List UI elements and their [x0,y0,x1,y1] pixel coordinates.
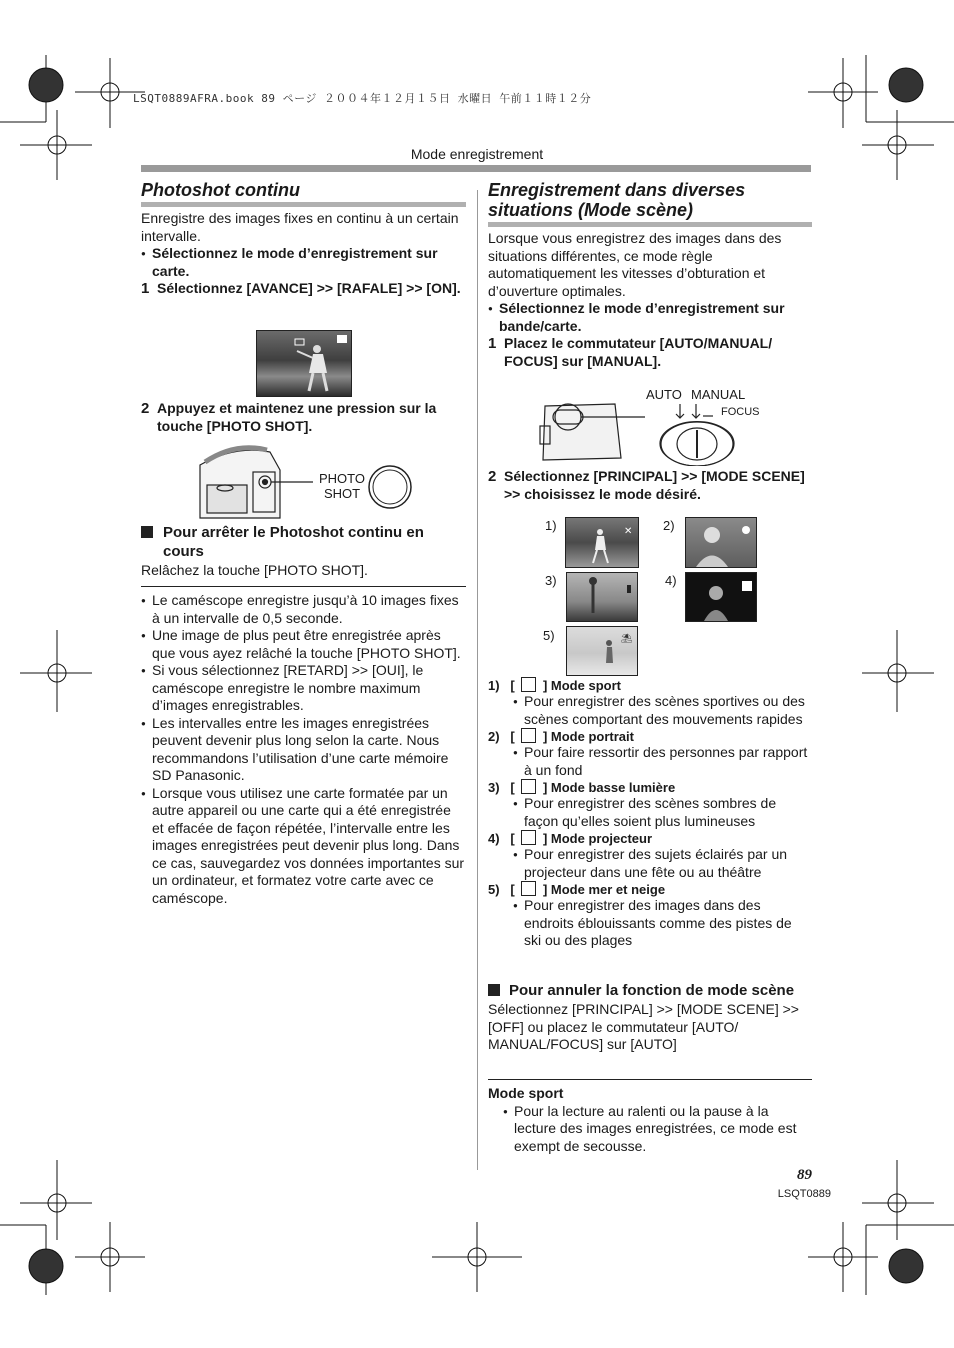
scene-thumb-portrait [685,517,757,568]
sport-rule [488,1079,812,1080]
right-title-rule [488,222,812,227]
portrait-mode-icon [521,728,536,743]
spotlight-mode-icon [521,830,536,845]
scene-thumb-low-light [566,572,638,622]
stop-heading [141,523,466,561]
mode-name: Mode projecteur [550,831,653,846]
right-step-2 [488,468,812,503]
mode-heading: 3) [ ] Mode basse lumière [488,780,676,795]
photo-label-line-1: PHOTO [319,471,365,486]
left-step-2 [141,400,466,435]
sport-note-section [488,1085,812,1155]
step-number: 1 [141,280,150,297]
square-bullet-icon [141,526,153,538]
switch-manual-label: MANUAL [691,387,746,402]
mode-heading: 4) [ ] Mode projecteur [488,831,653,846]
step-text: Appuyez et maintenez une pression sur la touche [PHOTO SHOT]. [157,400,437,434]
left-intro-block [141,210,466,298]
header-rule [141,165,811,172]
step-text: Sélectionnez [AVANCE] >> [RAFALE] >> [ON]. [157,280,461,296]
right-title-line-1: Enregistrement dans diverses [488,180,746,200]
note-item: ● Une image de plus peut être enregistrée après que vous ayez relâché la touche [PHOTO SHOT]. [141,627,466,662]
right-title [488,180,813,220]
right-select-bullet: ● Sélectionnez le mode d’enregistrement sur bande/carte. [488,300,812,335]
note-item: ● Si vous sélectionnez [RETARD] >> [OUI], le caméscope enregistre le nombre maximum d’images enregistrables. [141,662,466,715]
scene-label-1: 1) [545,518,557,533]
camcorder-photo-shot-illustration [195,440,415,522]
mode-item-portrait [488,728,812,779]
mode-item-surf-snow [488,881,812,950]
mode-name: Mode basse lumière [550,780,676,795]
right-intro-block [488,230,812,370]
square-bullet-icon [488,984,500,996]
switch-focus-label: FOCUS [721,406,760,418]
step-number: 2 [488,468,497,485]
surf-snow-scene-icon [567,627,637,675]
mode-number: 4) [488,831,500,846]
mode-number: 5) [488,882,500,897]
mode-name: Mode sport [550,678,621,693]
left-notes [141,592,466,907]
left-select-bullet: ● Sélectionnez le mode d’enregistrement sur carte. [141,245,466,280]
stop-text: Relâchez la touche [PHOTO SHOT]. [141,562,368,578]
left-title-rule [141,202,466,207]
note-item: ● Les intervalles entre les images enregistrées peuvent devenir plus long selon la carte. Nous recommandons l’utilisation d’une carte mémoire SD Panasonic. [141,715,466,785]
right-intro: Lorsque vous enregistrez des images dans des situations différentes, ce mode règle automatiquement les vitesses d’obturation et d’ouverture optimales. [488,230,782,299]
sport-scene-icon [566,518,638,567]
file-info-line: LSQT0889AFRA.book 89 ページ ２００４年１２月１５日 水曜日 午前１１時１２分 [133,92,592,105]
cancel-heading [488,981,812,1000]
cancel-heading-text: Pour annuler la fonction de mode scène [509,982,795,999]
step-text: Sélectionnez [PRINCIPAL] >> [MODE SCENE] >> choisissez le mode désiré. [504,468,805,502]
section-title: Mode enregistrement [410,146,544,162]
step-text: Placez le commutateur [AUTO/MANUAL/ FOCUS] sur [MANUAL]. [504,335,773,369]
left-intro: Enregistre des images fixes en continu à un certain intervalle. [141,210,459,244]
low-light-scene-icon [567,573,637,621]
switch-auto-label: AUTO [646,387,682,402]
stop-heading-text: Pour arrêter le Photoshot continu en cours [163,524,424,560]
mode-desc: ● Pour enregistrer des sujets éclairés par un projecteur dans une fête ou au théâtre [513,846,812,881]
surf-snow-mode-icon [521,881,536,896]
mode-number: 1) [488,678,500,693]
step-number: 2 [141,400,150,417]
document-code: LSQT0889 [777,1188,831,1200]
tennis-player-icon [257,331,351,396]
photo-label-line-2: SHOT [323,486,361,501]
mode-name: Mode portrait [550,729,634,744]
scene-thumb-surf-snow [566,626,638,676]
note-item: ● Le caméscope enregistre jusqu’à 10 images fixes à un intervalle de 0,5 seconde. [141,592,466,627]
scene-thumb-sport [565,517,639,568]
photo-shot-label [318,471,366,501]
step-number: 1 [488,335,497,352]
spotlight-scene-icon [686,573,756,621]
notes-rule [141,586,466,587]
low-light-mode-icon [521,779,536,794]
column-divider [477,190,478,1170]
mode-item-low-light [488,779,812,830]
mode-heading: 1) [ ] Mode sport [488,678,621,693]
scene-label-4: 4) [665,573,677,588]
mode-item-sport [488,677,812,728]
mode-number: 3) [488,780,500,795]
burst-example-photo [256,330,352,397]
mode-desc: ● Pour enregistrer des scènes sportives ou des scènes comportant des mouvements rapides [513,693,812,728]
cancel-text: Sélectionnez [PRINCIPAL] >> [MODE SCENE] >> [OFF] ou placez le commutateur [AUTO/ MANUAL/FOCUS] sur [AUTO] [488,1001,799,1052]
sport-heading: Mode sport [488,1085,564,1101]
left-column [141,180,466,200]
left-step-1 [141,280,466,298]
portrait-scene-icon [686,518,756,567]
svg-text:✕: ✕ [624,526,633,537]
page-number: 89 [797,1167,812,1183]
left-title: Photoshot continu [141,180,300,200]
scene-label-2: 2) [663,518,675,533]
mode-heading: 5) [ ] Mode mer et neige [488,882,666,897]
right-title-line-2: situations (Mode scène) [488,200,694,220]
mode-desc: ● Pour faire ressortir des personnes par rapport à un fond [513,744,812,779]
right-step-1 [488,335,812,370]
sport-note: ● Pour la lecture au ralenti ou la pause à la lecture des images enregistrées, ce mode est exempt de secousse. [503,1103,812,1156]
mode-number: 2) [488,729,500,744]
note-item: ● Lorsque vous utilisez une carte formatée par un autre appareil ou une carte qui a été enregistrée et effacée de façon répétée, l’intervalle entre les images enregistrées peut devenir plus long. Dans ce cas, sauvegardez vos données importantes sur un ordinateur, et formatez votre carte avec ce caméscope. [141,785,466,908]
mode-item-spotlight [488,830,812,881]
mode-name: Mode mer et neige [550,882,666,897]
svg-text:⛱: ⛱ [621,633,633,643]
scene-label-5: 5) [543,628,555,643]
mode-heading: 2) [ ] Mode portrait [488,729,634,744]
scene-thumb-spotlight [685,572,757,622]
scene-label-3: 3) [545,573,557,588]
cancel-section [488,981,812,1054]
mode-desc: ● Pour enregistrer des images dans des endroits éblouissants comme des pistes de ski ou des plages [513,897,812,950]
mode-desc: ● Pour enregistrer des scènes sombres de façon qu’elles soient plus lumineuses [513,795,812,830]
scene-mode-list [488,677,812,950]
sport-mode-icon [521,677,536,692]
stop-section [141,523,466,580]
